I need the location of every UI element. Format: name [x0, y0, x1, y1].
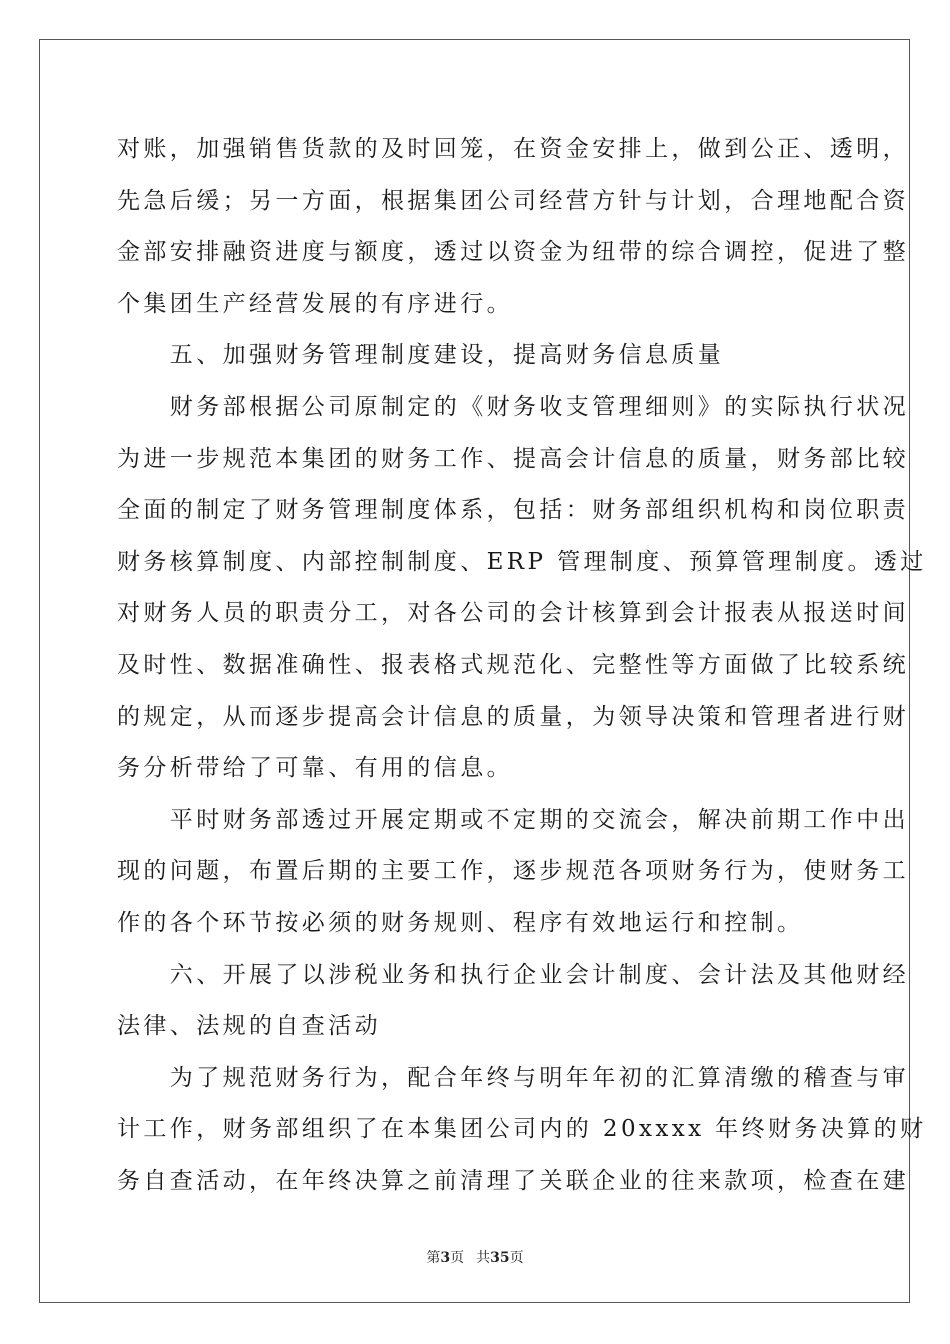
text-line: 为进一步规范本集团的财务工作、提高会计信息的质量，财务部比较: [117, 445, 909, 472]
text-line: 财务部根据公司原制定的《财务收支管理细则》的实际执行状况: [117, 393, 909, 420]
text-line: 财务核算制度、内部控制制度、ERP 管理制度、预算管理制度。透过: [117, 548, 927, 575]
page-current: 3: [440, 1250, 451, 1266]
text-line: 金部安排融资进度与额度，透过以资金为纽带的综合调控，促进了整: [117, 239, 909, 266]
text-line: 平时财务部透过开展定期或不定期的交流会，解决前期工作中出: [117, 806, 909, 833]
page-footer: [0, 1247, 950, 1267]
text-line: 对账，加强销售货款的及时回笼，在资金安排上，做到公正、透明，: [117, 136, 909, 162]
text-line: 对财务人员的职责分工，对各公司的会计核算到会计报表从报送时间: [117, 600, 909, 627]
text-line: 五、加强财务管理制度建设，提高财务信息质量: [117, 342, 725, 369]
text-line: 务自查活动，在年终决算之前清理了关联企业的往来款项，检查在建: [117, 1167, 909, 1194]
text-line: 法律、法规的自查活动: [117, 1013, 381, 1040]
text-line: 务分析带给了可靠、有用的信息。: [117, 755, 513, 782]
document-body: [117, 129, 927, 1212]
page-total: 35: [490, 1250, 510, 1266]
total-suffix: 页: [509, 1250, 524, 1266]
text-line: 个集团生产经营发展的有序进行。: [117, 290, 513, 317]
text-line: 的规定，从而逐步提高会计信息的质量，为领导决策和管理者进行财: [117, 703, 909, 730]
text-line: 现的问题，布置后期的主要工作，逐步规范各项财务行为，使财务工: [117, 858, 909, 885]
text-line: 计工作，财务部组织了在本集团公司内的 20xxxx 年终财务决算的财: [117, 1116, 927, 1143]
page-prefix: 第: [426, 1250, 441, 1266]
text-line: 为了规范财务行为，配合年终与明年年初的汇算清缴的稽查与审: [117, 1064, 909, 1091]
page-suffix: 页: [450, 1250, 465, 1266]
text-line: 先急后缓；另一方面，根据集团公司经营方针与计划，合理地配合资: [117, 187, 909, 214]
text-line: 作的各个环节按必须的财务规则、程序有效地运行和控制。: [117, 909, 804, 936]
text-line: 及时性、数据准确性、报表格式规范化、完整性等方面做了比较系统: [117, 651, 909, 678]
total-prefix: 共: [476, 1250, 491, 1266]
text-line: 全面的制定了财务管理制度体系，包括：财务部组织机构和岗位职责: [117, 497, 909, 524]
text-line: 六、开展了以涉税业务和执行企业会计制度、会计法及其他财经: [117, 961, 909, 988]
